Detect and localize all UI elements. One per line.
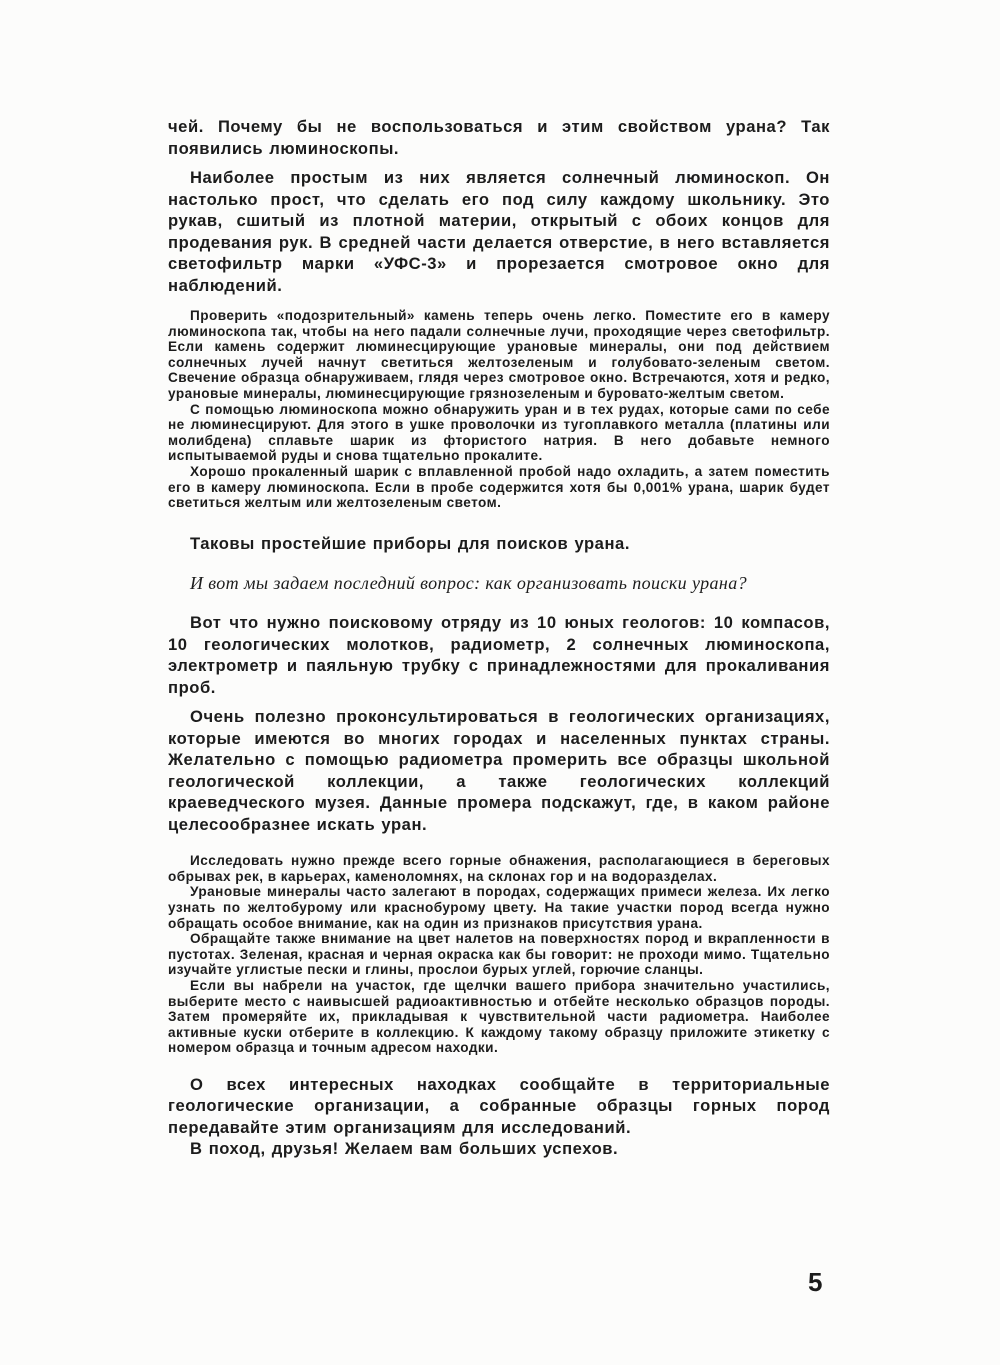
paragraph-9: Очень полезно проконсультироваться в геологических организациях, которые имеются во многих городах и населенных пунктах страны. Желательно с помощью радиометра промерить все образцы школьной геологической коллекции, а также геологических коллекций краеведческого музея. Данные промера подскажут, где, в каком районе целесообразнее искать уран.: [168, 707, 830, 834]
paragraph-1: чей. Почему бы не воспользоваться и этим свойством урана? Так появились люминоскопы.: [168, 117, 830, 158]
paragraph-15: В поход, друзья! Желаем вам больших успехов.: [190, 1139, 619, 1159]
paragraph-10: Исследовать нужно прежде всего горные обнажения, располагающиеся в береговых обрывах рек, в карьерах, каменоломнях, на склонах гор и на водоразделах.: [168, 853, 830, 884]
paragraph-14: О всех интересных находках сообщайте в территориальные геологические организации, а собранные образцы горных пород передавайте этим организациям для исследований.: [168, 1074, 830, 1137]
paragraph-12: Обращайте также внимание на цвет налетов на поверхностях пород и вкрапленности в пустотах. Зеленая, красная и черная окраска как бы говорит: не проходи мимо. Тщательно изучайте углистые пески и глины, прослои бурых углей, горючие сланцы.: [168, 931, 830, 978]
paragraph-6: Таковы простейшие приборы для поисков урана.: [190, 533, 630, 553]
paragraph-8: Вот что нужно поисковому отряду из 10 юных геологов: 10 компасов, 10 геологических молотков, радиометр, 2 солнечных люминоскопа, электрометр и паяльную трубку с принадлежностями для прокаливания проб.: [168, 613, 830, 697]
paragraph-4: С помощью люминоскопа можно обнаружить уран и в тех рудах, которые сами по себе не люминесцируют. Для этого в ушке проволочки из тугоплавкого металла (платины или молибдена) сплавьте шарик из фтористого натрия. В него добавьте немного испытываемой руды и снова тщательно прокалите.: [168, 401, 830, 464]
text-column: [168, 116, 830, 1160]
paragraph-5: Хорошо прокаленный шарик с вплавленной пробой надо охладить, а затем поместить его в камеру люминоскопа. Если в пробе содержится хотя бы 0,001% урана, шарик будет светиться желтым или желтозеленым светом.: [168, 463, 830, 511]
page-number: 5: [808, 1267, 823, 1297]
paragraph-13: Если вы набрели на участок, где щелчки вашего прибора значительно участились, выберите место с наивысшей радиоактивностью и отбейте несколько образцов породы. Затем промеряйте их, прикладывая к чувствительной части радиометра. Наиболее активные куски отберите в коллекцию. К каждому такому образцу приложите этикетку с номером образца и точным адресом находки.: [168, 977, 830, 1056]
paragraph-2: Наиболее простым из них является солнечный люминоскоп. Он настолько прост, что сделать его под силу каждому школьнику. Это рукав, сшитый из плотной материи, открытый с обоих концов для продевания рук. В средней части делается отверстие, в него вставляется светофильтр марки «УФС-3» и прорезается смотровое окно для наблюдений.: [168, 168, 830, 295]
paragraph-11: Урановые минералы часто залегают в породах, содержащих примеси железа. Их легко узнать по желтобурому или краснобурому цвету. На такие участки пород всегда нужно обращать особое внимание, как на один из признаков присутствия урана.: [168, 884, 830, 931]
paragraph-3: Проверить «подозрительный» камень теперь очень легко. Поместите его в камеру люминоскопа так, чтобы на него падали солнечные лучи, проходящие через светофильтр. Если камень содержит люминесцирующие урановые минералы, они под действием солнечных лучей начнут светиться желтозеленым и голубовато-зеленым светом. Свечение образца обнаруживаем, глядя через смотровое окно. Встречаются, хотя и редко, урановые минералы, люминесцирующие грязнозеленым и буровато-желтым светом.: [168, 308, 830, 401]
paragraph-7-question: И вот мы задаем последний вопрос: как организовать поиски урана?: [190, 573, 748, 594]
